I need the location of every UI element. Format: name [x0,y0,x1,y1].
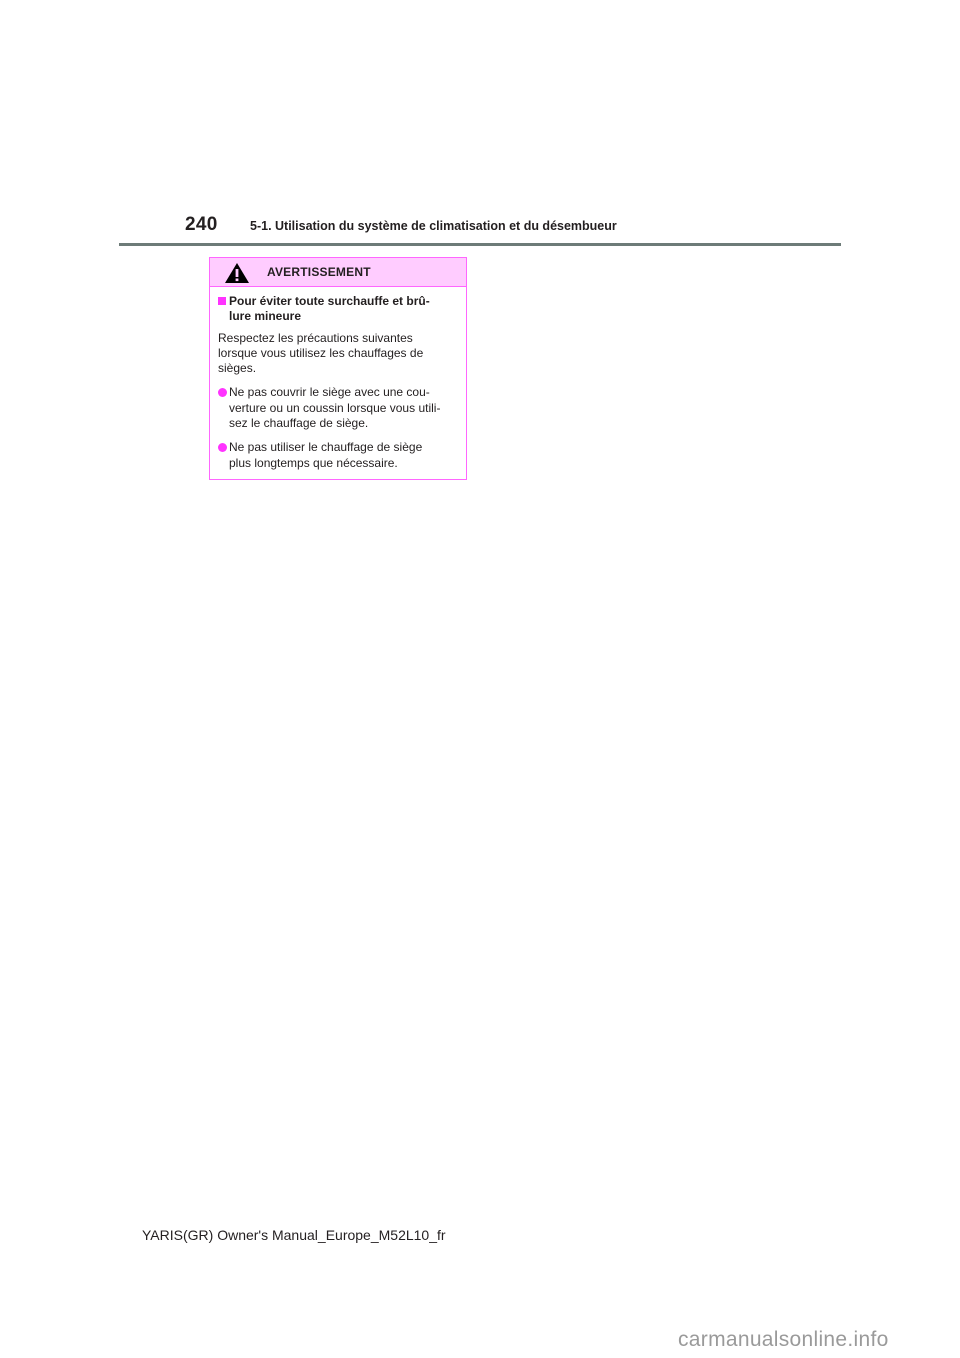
warning-bullet: Ne pas utiliser le chauffage de siège plus longtemps que nécessaire. [218,440,458,471]
warning-subheading: Pour éviter toute surchauffe et brû- lure mineure [218,294,458,325]
manual-footer: YARIS(GR) Owner's Manual_Europe_M52L10_fr [142,1227,446,1243]
warning-triangle-icon [224,262,250,284]
page-number: 240 [185,214,218,235]
warning-intro: Respectez les précautions suivantes lorsque vous utilisez les chauffages de sièges. [218,330,424,376]
section-title: 5-1. Utilisation du système de climatisation et du désembueur [250,219,617,233]
warning-box [209,257,467,480]
circle-bullet-icon [218,443,227,452]
warning-bullet: Ne pas couvrir le siège avec une cou- verture ou un coussin lorsque vous utili- sez le chauffage de siège. [218,385,458,431]
circle-bullet-icon [218,388,227,397]
watermark: carmanualsonline.info [678,1328,889,1351]
warning-label: AVERTISSEMENT [267,265,371,279]
square-bullet-icon [218,297,226,305]
header-rule [119,243,841,246]
warning-header [210,258,466,287]
